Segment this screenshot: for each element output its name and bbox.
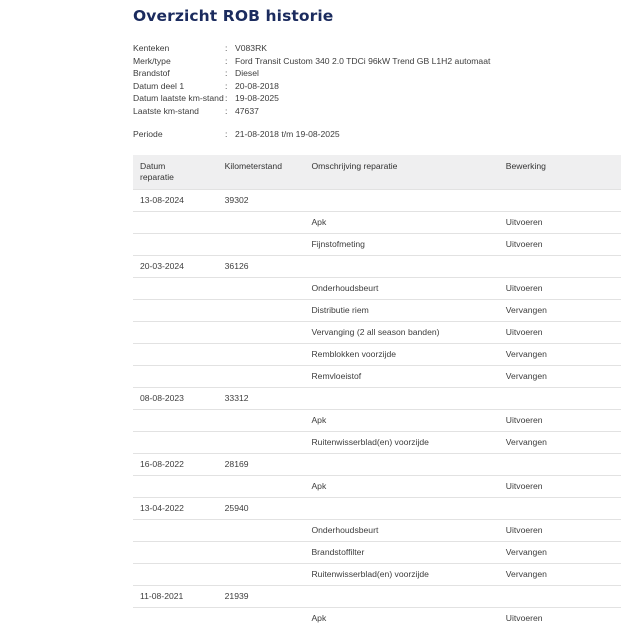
cell-km: 33312 xyxy=(218,388,305,410)
document-content xyxy=(133,0,640,624)
cell-description: Apk xyxy=(304,476,498,498)
cell-date xyxy=(133,300,218,322)
cell-action xyxy=(499,190,621,212)
column-header-km: Kilometerstand xyxy=(218,155,305,190)
cell-description xyxy=(304,586,498,608)
cell-action: Uitvoeren xyxy=(499,234,621,256)
cell-action: Vervangen xyxy=(499,564,621,586)
cell-action: Vervangen xyxy=(499,366,621,388)
info-label: Kenteken xyxy=(133,43,170,53)
table-row xyxy=(133,212,621,234)
cell-km xyxy=(218,322,305,344)
cell-description xyxy=(304,256,498,278)
info-row-kenteken xyxy=(133,42,640,55)
info-row-merk-type xyxy=(133,55,640,68)
cell-action: Uitvoeren xyxy=(499,322,621,344)
cell-date xyxy=(133,432,218,454)
info-value: Ford Transit Custom 340 2.0 TDCi 96kW Trend GB L1H2 automaat xyxy=(235,55,491,66)
cell-km xyxy=(218,344,305,366)
cell-date: 13-04-2022 xyxy=(133,498,218,520)
cell-date xyxy=(133,278,218,300)
table-row xyxy=(133,542,621,564)
table-header xyxy=(133,155,621,190)
cell-km xyxy=(218,234,305,256)
vehicle-info-block xyxy=(133,42,640,140)
table-row xyxy=(133,388,621,410)
cell-date: 20-03-2024 xyxy=(133,256,218,278)
cell-action: Vervangen xyxy=(499,432,621,454)
table-row xyxy=(133,366,621,388)
cell-action: Uitvoeren xyxy=(499,608,621,629)
cell-action: Vervangen xyxy=(499,300,621,322)
cell-description xyxy=(304,388,498,410)
column-header-date-line1: Datum xyxy=(140,161,166,172)
cell-action xyxy=(499,586,621,608)
info-row-laatste-km-stand xyxy=(133,105,640,118)
cell-description: Apk xyxy=(304,608,498,629)
column-header-date xyxy=(133,155,218,190)
table-row xyxy=(133,300,621,322)
cell-action xyxy=(499,498,621,520)
info-separator: : xyxy=(225,68,228,79)
info-separator: : xyxy=(225,43,228,53)
cell-description: Apk xyxy=(304,212,498,234)
cell-action: Uitvoeren xyxy=(499,520,621,542)
cell-km xyxy=(218,542,305,564)
info-label: Datum deel 1 xyxy=(133,80,185,91)
table-row xyxy=(133,256,621,278)
cell-action: Uitvoeren xyxy=(499,278,621,300)
info-row-datum-laatste-km-stand xyxy=(133,92,640,105)
cell-description: Ruitenwisserblad(en) voorzijde xyxy=(304,432,498,454)
cell-date xyxy=(133,344,218,366)
table-row xyxy=(133,520,621,542)
cell-description: Onderhoudsbeurt xyxy=(304,520,498,542)
table-row xyxy=(133,454,621,476)
cell-date xyxy=(133,476,218,498)
cell-description: Apk xyxy=(304,410,498,432)
cell-action: Uitvoeren xyxy=(499,410,621,432)
info-label: Merk/type xyxy=(133,55,171,66)
cell-description: Remvloeistof xyxy=(304,366,498,388)
column-header-description: Omschrijving reparatie xyxy=(304,155,498,190)
info-value: Diesel xyxy=(235,68,259,79)
cell-km: 21939 xyxy=(218,586,305,608)
cell-description: Vervanging (2 all season banden) xyxy=(304,322,498,344)
cell-action xyxy=(499,454,621,476)
cell-date xyxy=(133,322,218,344)
cell-action: Vervangen xyxy=(499,542,621,564)
cell-date xyxy=(133,212,218,234)
column-header-date-line2: reparatie xyxy=(140,172,174,183)
cell-action: Uitvoeren xyxy=(499,212,621,234)
table-row xyxy=(133,410,621,432)
page-title: Overzicht ROB historie xyxy=(133,7,334,25)
info-row-datum-deel-1 xyxy=(133,80,640,93)
info-separator: : xyxy=(225,55,228,66)
cell-km xyxy=(218,476,305,498)
cell-description: Ruitenwisserblad(en) voorzijde xyxy=(304,564,498,586)
info-label: Brandstof xyxy=(133,68,170,79)
cell-date: 11-08-2021 xyxy=(133,586,218,608)
table-row xyxy=(133,322,621,344)
cell-date: 13-08-2024 xyxy=(133,190,218,212)
cell-date xyxy=(133,366,218,388)
cell-description xyxy=(304,454,498,476)
cell-km: 25940 xyxy=(218,498,305,520)
cell-description: Onderhoudsbeurt xyxy=(304,278,498,300)
table-row xyxy=(133,476,621,498)
info-value: 20-08-2018 xyxy=(235,80,279,91)
cell-action xyxy=(499,256,621,278)
cell-date xyxy=(133,542,218,564)
table-row xyxy=(133,608,621,629)
cell-km xyxy=(218,300,305,322)
page-left-margin xyxy=(0,0,4,480)
cell-km: 28169 xyxy=(218,454,305,476)
cell-km xyxy=(218,366,305,388)
column-header-action: Bewerking xyxy=(499,155,621,190)
cell-km xyxy=(218,564,305,586)
cell-km xyxy=(218,278,305,300)
table-row xyxy=(133,586,621,608)
table-header-row xyxy=(133,155,621,190)
cell-date: 16-08-2022 xyxy=(133,454,218,476)
info-spacer xyxy=(133,118,640,128)
cell-action: Uitvoeren xyxy=(499,476,621,498)
cell-date xyxy=(133,608,218,629)
cell-description: Distributie riem xyxy=(304,300,498,322)
info-value: V083RK xyxy=(235,43,268,53)
period-value: 21-08-2018 t/m 19-08-2025 xyxy=(235,128,340,139)
cell-description xyxy=(304,190,498,212)
cell-km: 36126 xyxy=(218,256,305,278)
cell-date xyxy=(133,410,218,432)
table-row xyxy=(133,234,621,256)
table-row xyxy=(133,432,621,454)
cell-description xyxy=(304,498,498,520)
cell-action xyxy=(499,388,621,410)
table-row xyxy=(133,190,621,212)
cell-date xyxy=(133,564,218,586)
cell-km xyxy=(218,410,305,432)
info-label: Datum laatste km-stand xyxy=(133,93,224,104)
table-row xyxy=(133,278,621,300)
cell-km xyxy=(218,212,305,234)
period-separator: : xyxy=(225,128,228,139)
cell-date: 08-08-2023 xyxy=(133,388,218,410)
cell-description: Remblokken voorzijde xyxy=(304,344,498,366)
table-row xyxy=(133,344,621,366)
cell-km xyxy=(218,608,305,629)
cell-action: Vervangen xyxy=(499,344,621,366)
repair-history-table xyxy=(133,155,621,629)
cell-km: 39302 xyxy=(218,190,305,212)
table-row xyxy=(133,498,621,520)
table-body xyxy=(133,190,621,629)
info-value: 47637 xyxy=(235,105,259,116)
cell-description: Fijnstofmeting xyxy=(304,234,498,256)
info-separator: : xyxy=(225,80,228,91)
info-row-periode xyxy=(133,128,640,141)
cell-description: Brandstoffilter xyxy=(304,542,498,564)
info-separator: : xyxy=(225,93,228,104)
info-separator: : xyxy=(225,105,228,116)
cell-date xyxy=(133,234,218,256)
info-value: 19-08-2025 xyxy=(235,93,279,104)
cell-km xyxy=(218,432,305,454)
period-label: Periode xyxy=(133,128,163,139)
cell-km xyxy=(218,520,305,542)
info-label: Laatste km-stand xyxy=(133,105,199,116)
table-row xyxy=(133,564,621,586)
cell-date xyxy=(133,520,218,542)
info-row-brandstof xyxy=(133,67,640,80)
